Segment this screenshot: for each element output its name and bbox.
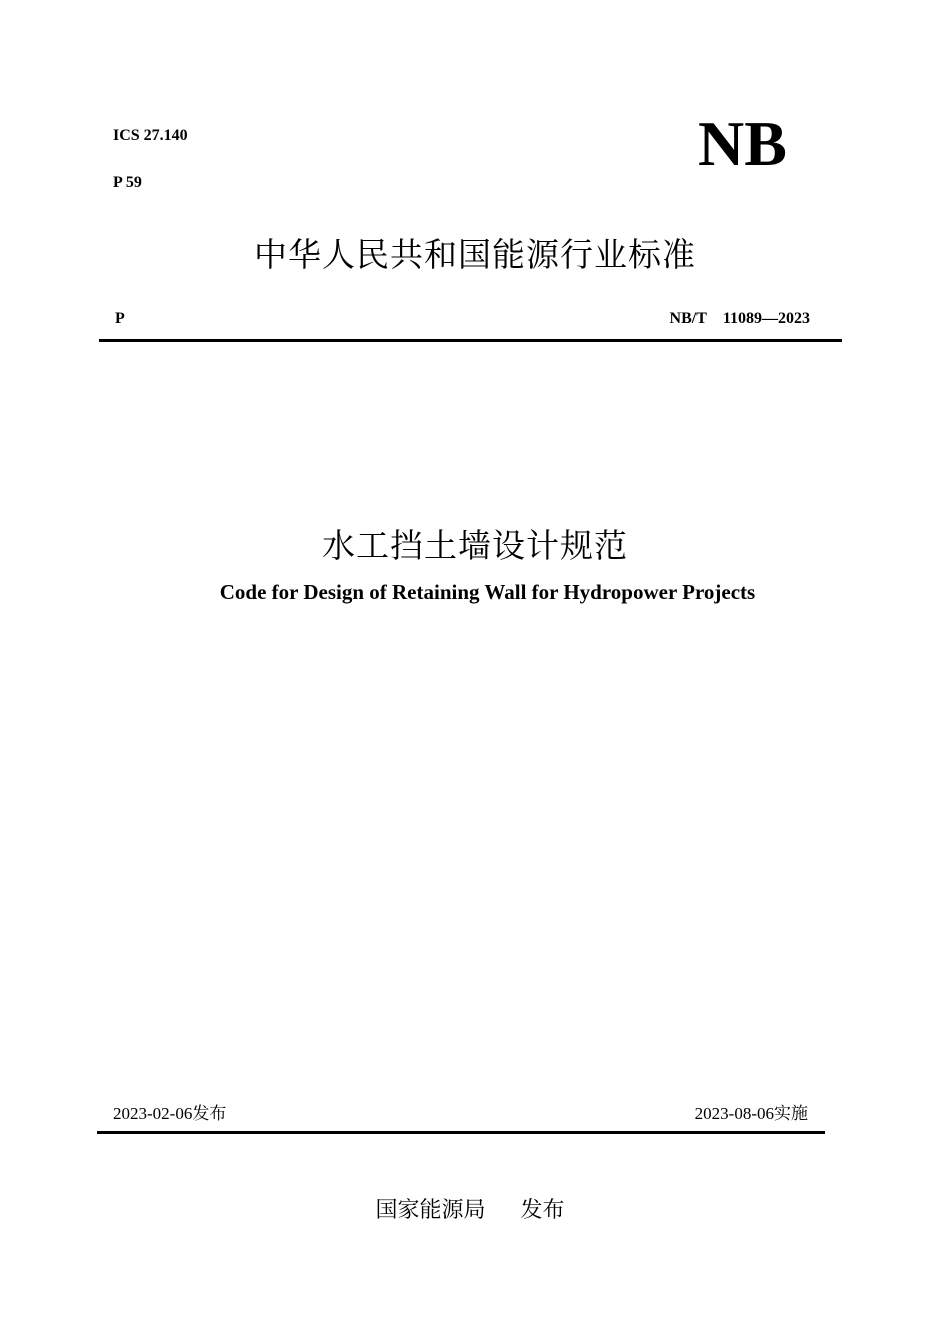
issuing-authority: 国家能源局 发布 <box>375 1198 565 1223</box>
bottom-divider <box>97 1131 825 1134</box>
issue-date: 2023-02-06发布 <box>113 1104 227 1123</box>
top-divider <box>99 339 842 342</box>
standard-number: NB/T 11089—2023 <box>669 310 810 327</box>
nb-logo: NB <box>698 108 787 179</box>
category-letter: P <box>115 310 125 327</box>
document-title-cn: 水工挡土墙设计规范 <box>322 526 628 565</box>
classification-code: P 59 <box>113 174 142 191</box>
ics-code: ICS 27.140 <box>113 127 188 144</box>
effective-date: 2023-08-06实施 <box>694 1104 808 1123</box>
document-title-en: Code for Design of Retaining Wall for Hydropower Projects <box>219 580 756 604</box>
standard-title: 中华人民共和国能源行业标准 <box>254 235 696 274</box>
